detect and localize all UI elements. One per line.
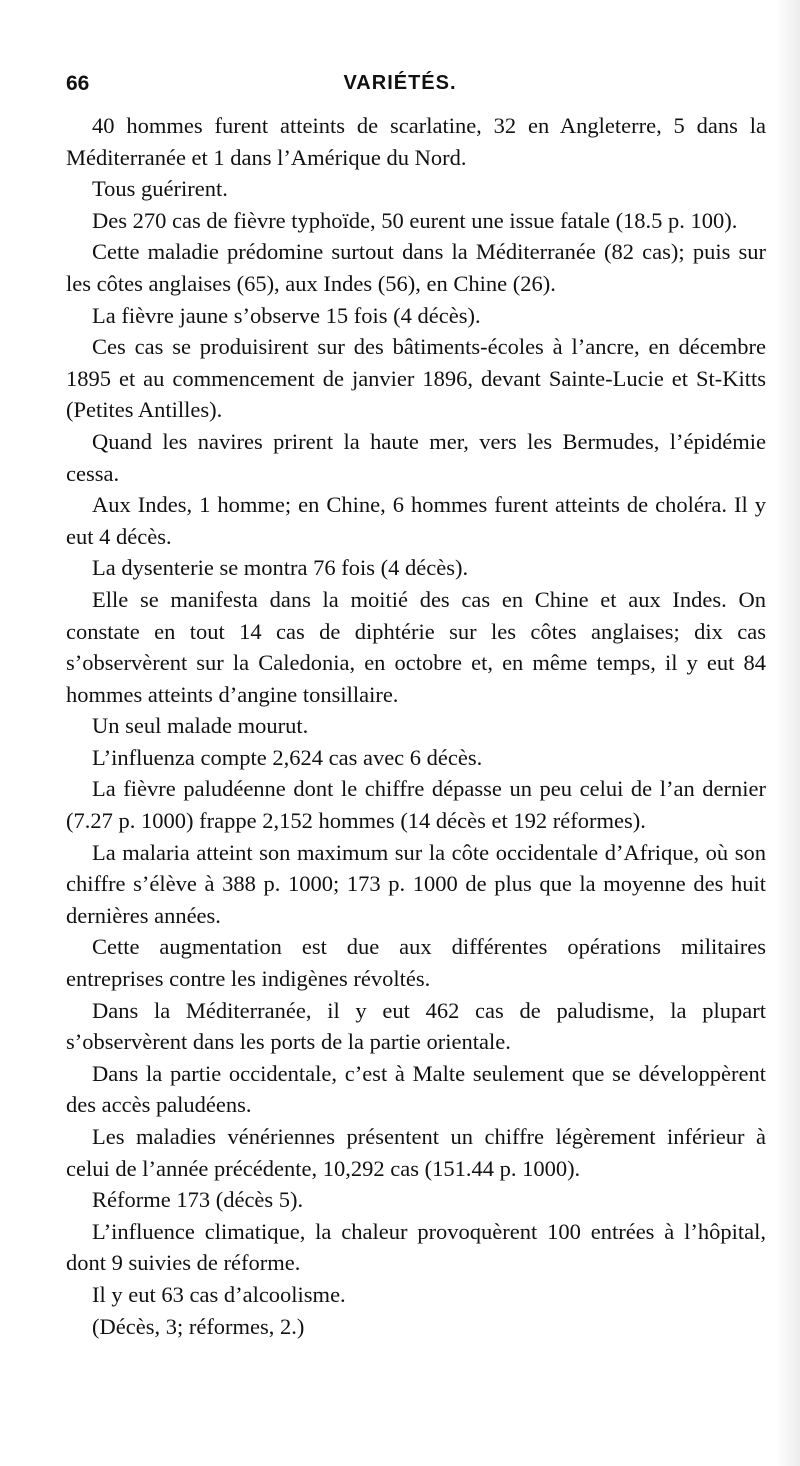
paragraph-deces-reformes: (Décès, 3; réformes, 2.) — [92, 1313, 305, 1339]
paragraph-augmentation: Cette augmentation est due aux différentes opérations militaires entreprises contre les indigènes révoltés. — [66, 934, 766, 992]
paragraph-diphterie: Elle se manifesta dans la moitié des cas en Chine et aux Indes. On constate en tout 14 cas de diphtérie sur les côtes anglaises; dix cas s’observèrent sur la Caledonia, en octobre et, en même temps, il y eut 84 hommes atteints d’angine tonsillaire. — [66, 586, 766, 707]
paragraph-mediterranee: Cette maladie prédomine surtout dans la Méditerranée (82 cas); puis sur les côtes anglaises (65), aux Indes (56), en Chine (26). — [66, 239, 766, 296]
paragraph-haute-mer: Quand les navires prirent la haute mer, vers les Bermudes, l’épidémie cessa. — [66, 428, 766, 486]
paragraph-paludisme: Dans la Méditerranée, il y eut 462 cas de paludisme, la plupart s’observèrent dans les ports de la partie orientale. — [66, 997, 766, 1055]
paragraph-dysenterie: La dysenterie se montra 76 fois (4 décès). — [92, 555, 469, 581]
paragraph-typhoide: Des 270 cas de fièvre typhoïde, 50 eurent une issue fatale (18.5 p. 100). — [92, 207, 738, 233]
body-text — [66, 110, 766, 1342]
paragraph-scarlatine: 40 hommes furent atteints de scarlatine, 32 en Angleterre, 5 dans la Méditerranée et 1 dans l’Amérique du Nord. — [66, 113, 766, 170]
paragraph-guerirent: Tous guérirent. — [92, 176, 228, 202]
paragraph-veneriennes: Les maladies vénériennes présentent un chiffre légèrement inférieur à celui de l’année précédente, 10,292 cas (151.44 p. 1000). — [66, 1124, 766, 1181]
paragraph-climatique: L’influence climatique, la chaleur provoquèrent 100 entrées à l’hôpital, dont 9 suivies de réforme. — [66, 1218, 766, 1276]
page-number: 66 — [66, 72, 90, 95]
running-title: VARIÉTÉS. — [343, 72, 457, 94]
page-edge-shadow — [776, 0, 800, 1466]
paragraph-malte: Dans la partie occidentale, c’est à Malte seulement que se développèrent des accès paludéens. — [66, 1060, 766, 1118]
paragraph-fievre-jaune: La fièvre jaune s’observe 15 fois (4 décès). — [92, 302, 481, 328]
paragraph-alcoolisme: Il y eut 63 cas d’alcoolisme. — [92, 1281, 346, 1307]
paragraph-seul-malade: Un seul malade mourut. — [92, 713, 309, 739]
paragraph-malaria: La malaria atteint son maximum sur la côte occidentale d’Afrique, où son chiffre s’élève à 388 p. 1000; 173 p. 1000 de plus que la moyenne des huit dernières années. — [66, 839, 766, 928]
paragraph-paludeenne: La fièvre paludéenne dont le chiffre dépasse un peu celui de l’an dernier (7.27 p. 1000) frappe 2,152 hommes (14 décès et 192 réformes). — [66, 776, 766, 834]
paragraph-batiments-ecoles: Ces cas se produisirent sur des bâtiments-écoles à l’ancre, en décembre 1895 et au commencement de janvier 1896, devant Sainte-Lucie et St-Kitts (Petites Antilles). — [66, 334, 766, 423]
paragraph-reforme: Réforme 173 (décès 5). — [92, 1187, 304, 1213]
paragraph-influenza: L’influenza compte 2,624 cas avec 6 décès. — [92, 744, 483, 770]
paragraph-cholera: Aux Indes, 1 homme; en Chine, 6 hommes furent atteints de choléra. Il y eut 4 décès. — [66, 492, 766, 549]
